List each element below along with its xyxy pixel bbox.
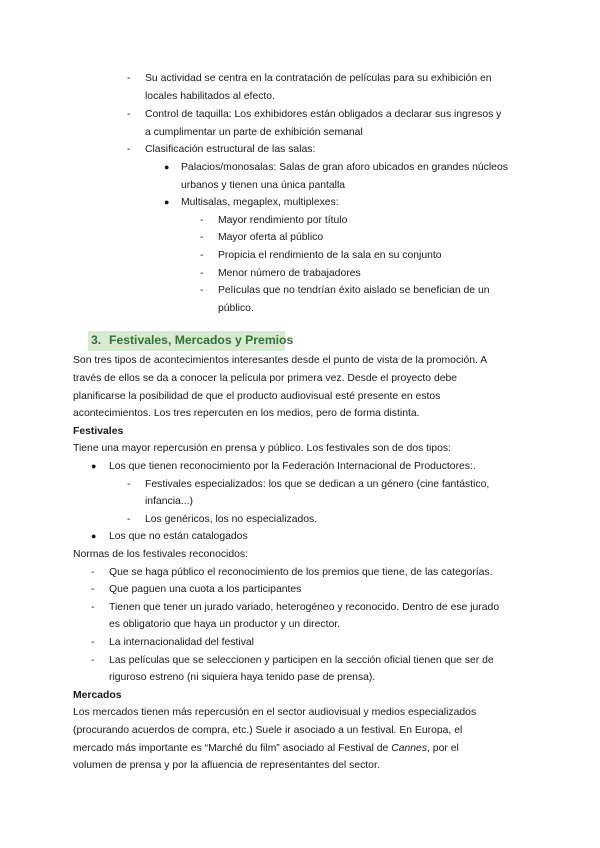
dash-marker: - [91, 637, 95, 648]
list-item: Mayor rendimiento por título [218, 215, 348, 226]
dash-marker: - [127, 514, 131, 525]
italic-text: Cannes [391, 743, 428, 754]
list-item: Los genéricos, los no especializados. [145, 514, 318, 525]
dash-marker: - [200, 250, 204, 261]
paragraph-line: Son tres tipos de acontecimientos interesantes desde el punto de vista de la promoción. A [73, 355, 488, 366]
list-item: Control de taquilla: Los exhibidores están obligados a declarar sus ingresos y [145, 109, 502, 120]
bullet-marker: ● [164, 162, 170, 172]
dash-marker: - [91, 567, 95, 578]
dash-marker: - [91, 602, 95, 613]
festivales-heading: Festivales [73, 426, 124, 437]
list-item-cont: a cumplimentar un parte de exhibición semanal [145, 127, 363, 138]
bullet-marker: ● [91, 461, 97, 471]
list-item: Los que no están catalogados [109, 531, 248, 542]
list-item: Películas que no tendrían éxito aislado se benefician de un [218, 285, 490, 296]
list-item-cont: es obligatorio que haya un productor y un director. [109, 619, 341, 630]
list-item-cont: urbanos y tienen una única pantalla [181, 180, 346, 191]
list-item: La internacionalidad del festival [109, 637, 254, 648]
list-item-cont: público. [218, 303, 254, 314]
list-item: Tienen que tener un jurado variado, heterogéneo y reconocido. Dentro de ese jurado [109, 602, 500, 613]
list-item: Las películas que se seleccionen y participen en la sección oficial tienen que ser de [109, 655, 494, 666]
list-item: Palacios/monosalas: Salas de gran aforo ubicados en grandes núcleos [181, 162, 508, 173]
mercados-heading: Mercados [73, 690, 122, 701]
list-item: Clasificación estructural de las salas: [145, 144, 316, 155]
dash-marker: - [200, 285, 204, 296]
dash-marker: - [127, 479, 131, 490]
paragraph-line [73, 740, 459, 758]
list-item: Mayor oferta al público [218, 232, 324, 243]
dash-marker: - [127, 109, 131, 120]
bullet-marker: ● [164, 197, 170, 207]
list-item: Su actividad se centra en la contratación de películas para su exhibición en [145, 73, 492, 84]
section-number: 3. [91, 333, 102, 347]
list-item-cont: riguroso estreno (ni siquiera haya tenido pase de prensa). [109, 672, 376, 683]
paragraph-text: , por el [427, 743, 459, 754]
dash-marker: - [200, 215, 204, 226]
list-item: Festivales especializados: los que se dedican a un género (cine fantástico, [145, 479, 490, 490]
paragraph-line: volumen de prensa y por la afluencia de representantes del sector. [73, 760, 380, 771]
bullet-marker: ● [91, 531, 97, 541]
list-item: Menor número de trabajadores [218, 268, 361, 279]
paragraph-line: planificarse la posibilidad de que el producto audiovisual esté presente en estos [73, 391, 441, 402]
paragraph-line: través de ellos se da a conocer la película por primera vez. Desde el proyecto debe [73, 373, 458, 384]
list-item: Multisalas, megaplex, multiplexes: [181, 197, 339, 208]
list-item-cont: locales habilitados al efecto. [145, 91, 275, 102]
paragraph-line: Tiene una mayor repercusión en prensa y público. Los festivales son de dos tipos: [73, 443, 451, 454]
dash-marker: - [127, 73, 131, 84]
paragraph-line: Normas de los festivales reconocidos: [73, 549, 248, 560]
paragraph-line: (procurando acuerdos de compra, etc.) Suele ir asociado a un festival. En Europa, el [73, 725, 463, 736]
paragraph-text: mercado más importante es “Marché du film” asociado al Festival de [73, 743, 392, 754]
dash-marker: - [200, 232, 204, 243]
list-item: Propicia el rendimiento de la sala en su conjunto [218, 250, 442, 261]
list-item: Que se haga público el reconocimiento de los premios que tiene, de las categorías. [109, 567, 493, 578]
list-item: Que paguen una cuota a los participantes [109, 584, 302, 595]
paragraph-line: acontecimientos. Los tres repercuten en los medios, pero de forma distinta. [73, 408, 420, 419]
list-item-cont: infancia...) [145, 496, 193, 507]
section-title: Festivales, Mercados y Premios [109, 333, 294, 347]
paragraph-line: Los mercados tienen más repercusión en el sector audiovisual y medios especializados [73, 707, 477, 718]
dash-marker: - [91, 584, 95, 595]
dash-marker: - [200, 268, 204, 279]
dash-marker: - [127, 144, 131, 155]
list-item: Los que tienen reconocimiento por la Federación Internacional de Productores:. [109, 461, 476, 472]
dash-marker: - [91, 655, 95, 666]
